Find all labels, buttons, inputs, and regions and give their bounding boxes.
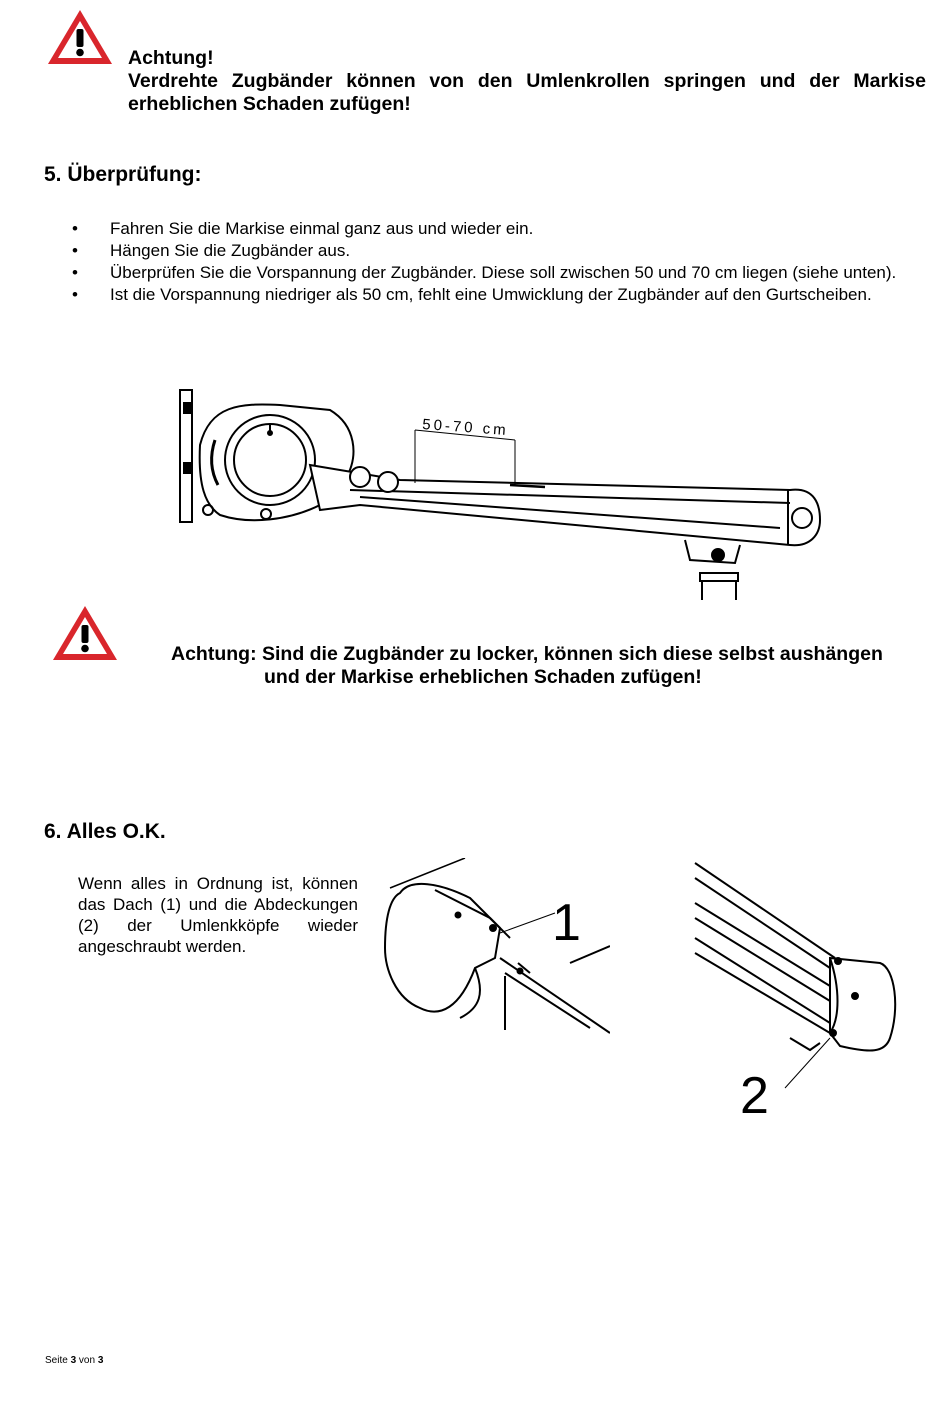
warning-2-line-2: und der Markise erheblichen Schaden zufügen! [264,666,702,688]
warning-2-line-1: Achtung: Sind die Zugbänder zu locker, können sich diese selbst aushängen [171,643,883,665]
page-footer: Seite 3 von 3 [45,1355,104,1366]
section-5-heading: 5. Überprüfung: [44,163,202,186]
warning-triangle-icon [45,7,115,67]
awning-arm-figure [170,385,840,605]
roof-figure [380,858,610,1058]
warning-triangle-icon [50,603,120,663]
list-item: • Hängen Sie die Zugbänder aus. [72,241,351,260]
callout-1: 1 [552,894,581,952]
list-item: • Fahren Sie die Markise einmal ganz aus und wieder ein. [72,219,534,238]
section-5-bullet-list [72,218,912,306]
warning-1-text: Verdrehte Zugbänder können von den Umlenkrollen springen und der Markise erheblichen Schaden zufügen! [128,70,926,115]
callout-2: 2 [740,1067,769,1123]
cover-figure [690,858,910,1123]
warning-1-title: Achtung! [128,47,214,69]
section-6-heading: 6. Alles O.K. [44,820,166,843]
list-item: • Ist die Vorspannung niedriger als 50 cm, fehlt eine Umwicklung der Zugbänder auf den Gurtscheiben. [72,285,872,304]
section-6-paragraph: Wenn alles in Ordnung ist, können das Dach (1) und die Abdeckungen (2) der Umlenkköpfe wieder angeschraubt werden. [78,874,358,956]
list-item: • Überprüfen Sie die Vorspannung der Zugbänder. Diese soll zwischen 50 und 70 cm liegen (siehe unten). [72,263,897,282]
measurement-label: 50-70 cm [421,416,510,440]
